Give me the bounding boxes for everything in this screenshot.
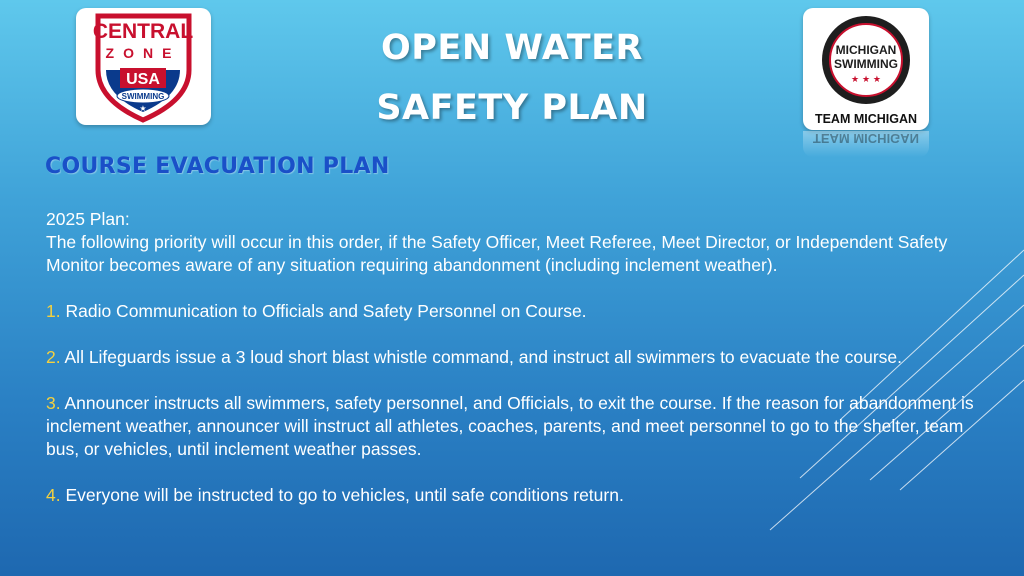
svg-text:★ ★ ★: ★ ★ ★ [851, 75, 881, 85]
svg-text:★: ★ [139, 104, 147, 113]
step-4 [46, 484, 996, 507]
step-3-text: Announcer instructs all swimmers, safety personnel, and Officials, to exit the course. If the reason for abandonment is inclement weather, announcer will instruct all athletes, coaches, parents, and meet personnel to go to the shelter, team bus, or vehicles, until inclement weather passes. [46, 393, 974, 459]
logo-reflection: TEAM MICHIGAN [803, 131, 929, 157]
body-content [46, 208, 996, 507]
michigan-text: MICHIGAN [835, 43, 897, 57]
team-michigan-caption: TEAM MICHIGAN [814, 112, 918, 126]
step-4-text: Everyone will be instructed to go to vehicles, until safe conditions return. [60, 485, 624, 505]
title-line-1: OPEN WATER [381, 28, 643, 68]
swimming-text: SWIMMING [121, 92, 165, 101]
step-4-number: 4. [46, 485, 61, 505]
slide-title [300, 18, 724, 138]
usa-text: USA [126, 71, 160, 88]
step-1-text: Radio Communication to Officials and Safety Personnel on Course. [60, 301, 587, 321]
step-1 [46, 300, 996, 323]
intro-paragraph: The following priority will occur in this order, if the Safety Officer, Meet Referee, Meet Director, or Independent Safety Monitor becomes aware of any situation requiring abandonment (including inclement weather). [46, 232, 948, 275]
title-line-2: SAFETY PLAN [376, 88, 648, 128]
swimming-seal-text: SWIMMING [834, 57, 898, 71]
central-text: CENTRAL [92, 20, 194, 43]
step-3-number: 3. [46, 393, 61, 413]
step-2-text: All Lifeguards issue a 3 loud short blast whistle command, and instruct all swimmers to evacuate the course. [60, 347, 902, 367]
central-zone-shield-icon [76, 8, 211, 125]
step-2 [46, 346, 996, 369]
step-1-number: 1. [46, 301, 61, 321]
michigan-swimming-logo [803, 8, 929, 130]
section-heading: COURSE EVACUATION PLAN [45, 154, 390, 179]
step-3 [46, 392, 996, 461]
zone-text: ZONE [105, 45, 181, 61]
central-zone-logo [76, 8, 211, 125]
plan-label: 2025 Plan: [46, 209, 130, 229]
step-2-number: 2. [46, 347, 61, 367]
